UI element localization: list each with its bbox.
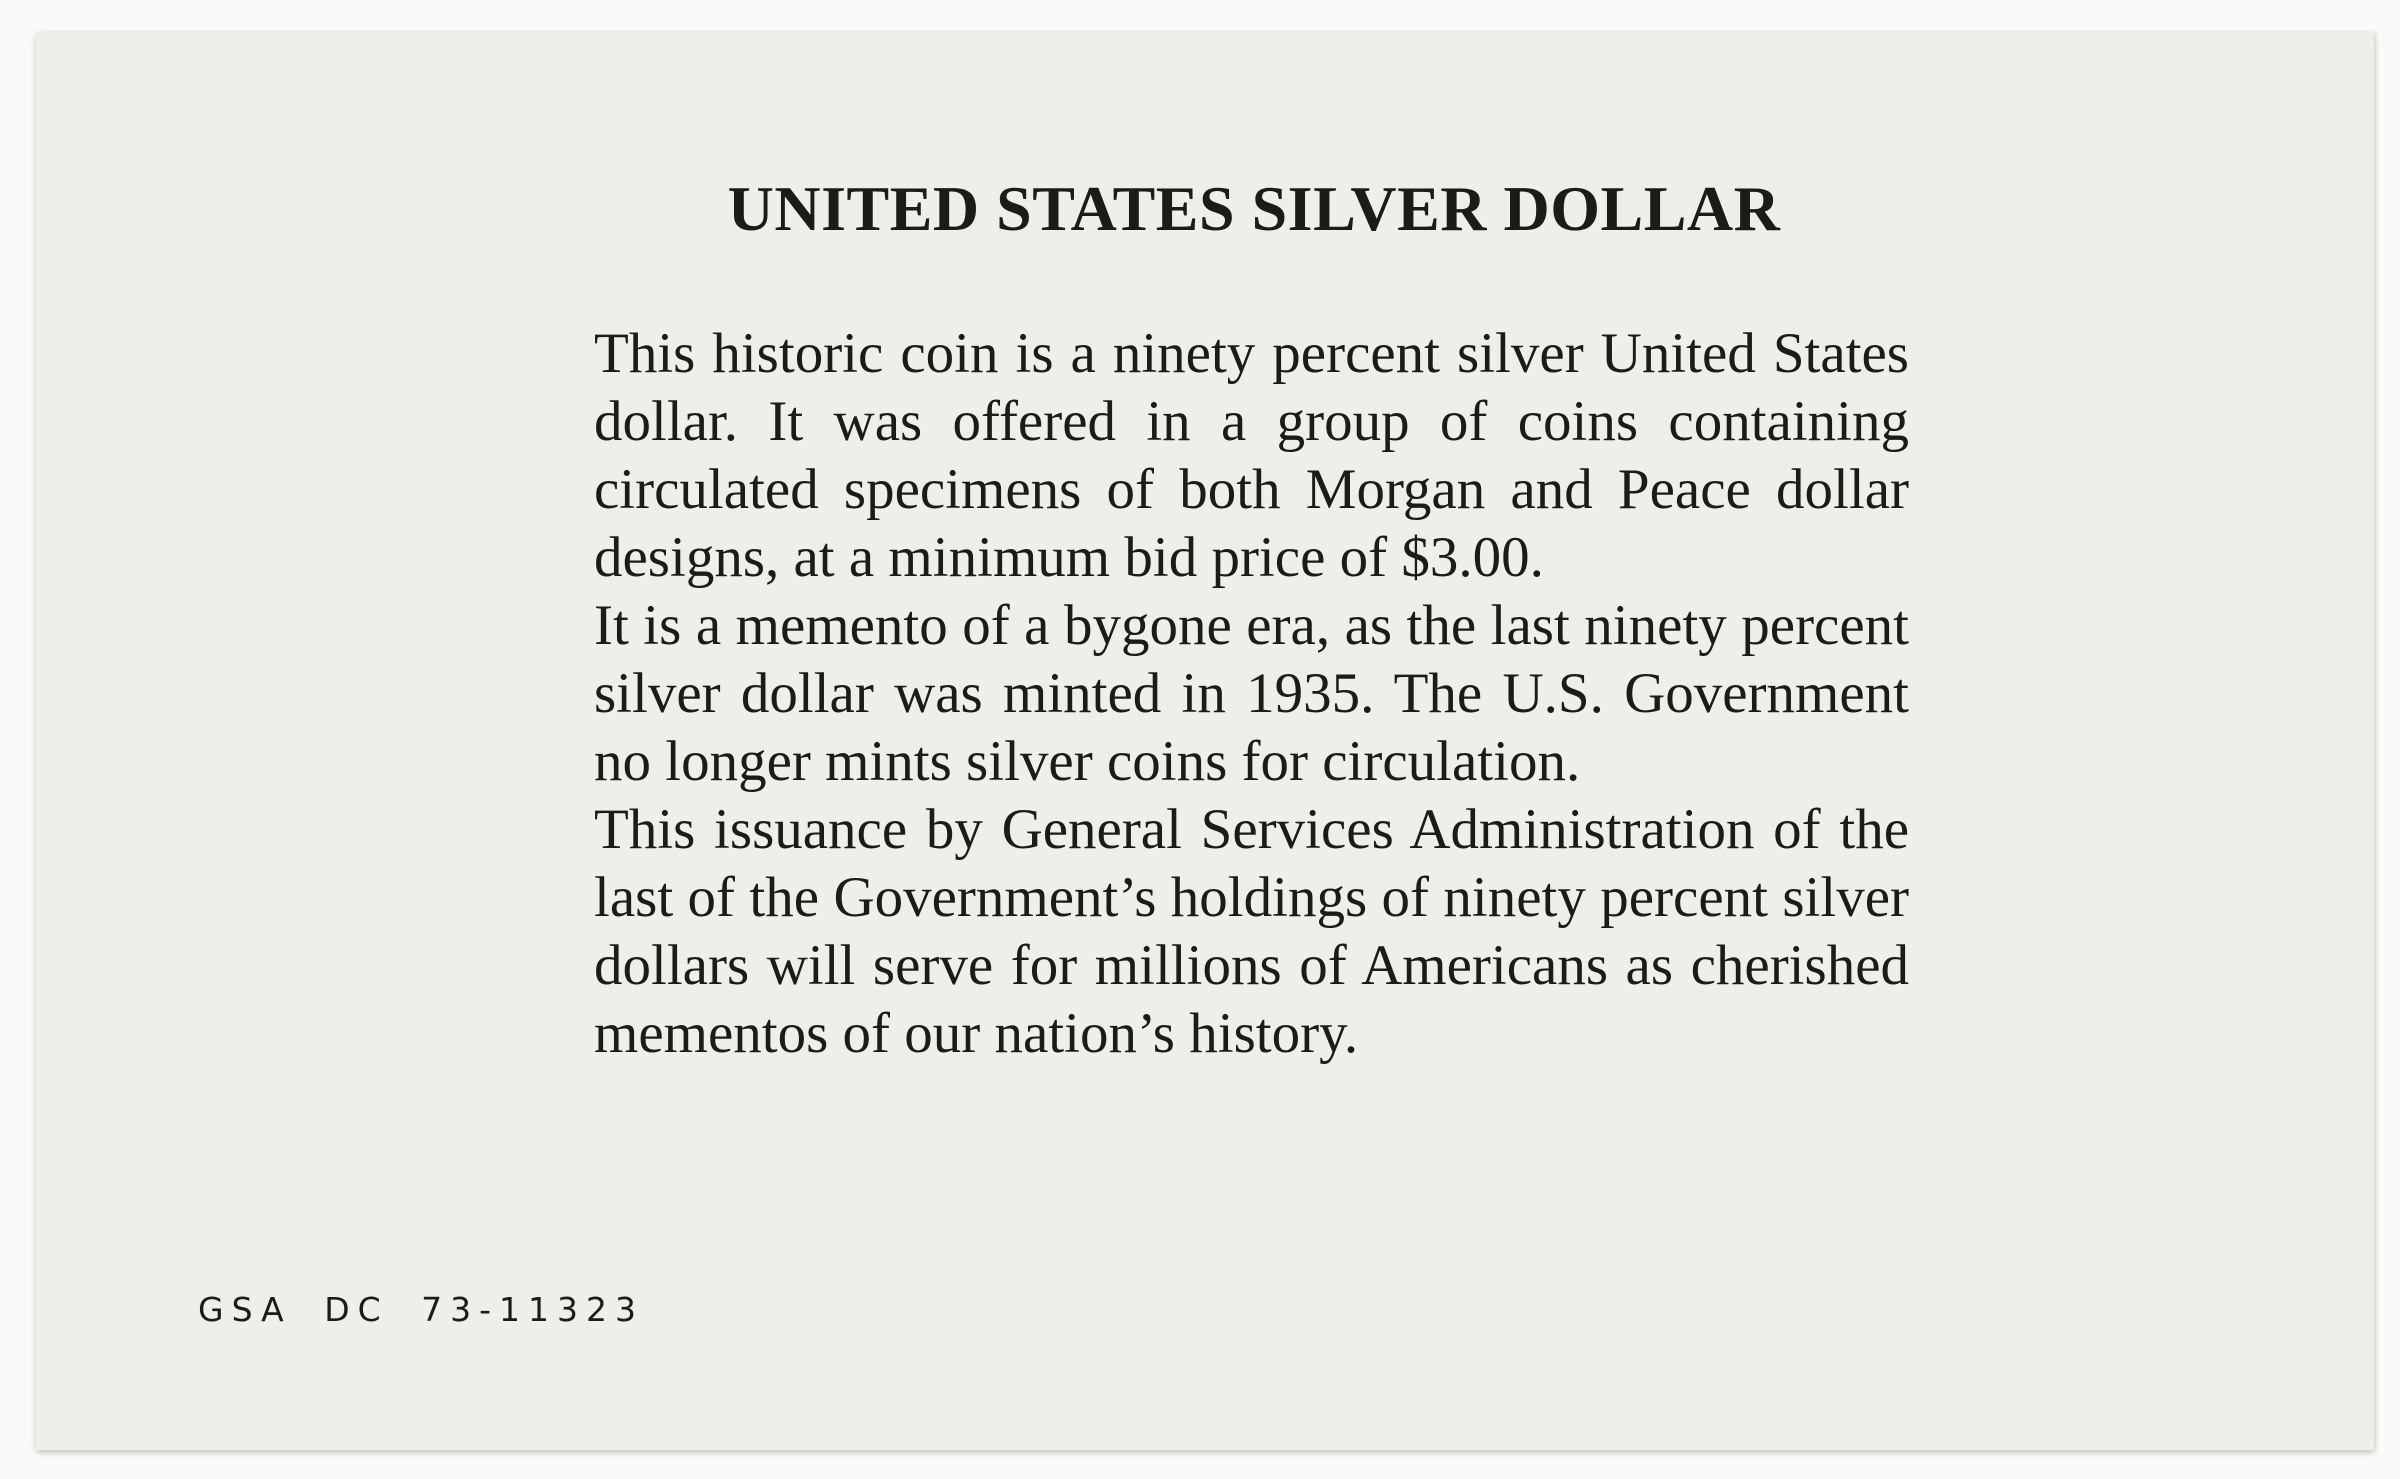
certificate-card (36, 32, 2374, 1450)
document-title: UNITED STATES SILVER DOLLAR (727, 173, 1781, 244)
document-body (594, 320, 1909, 1068)
document-code: GSA DC 73-11323 (198, 1290, 645, 1329)
paragraph-coin-description: This historic coin is a ninety percent silver United States dollar. It was offered in a group of coins containing circulated specimens of both Morgan and Peace dollar designs, at a minimum bid price of $3.00. (594, 322, 1909, 589)
paragraph-gsa-issuance: This issuance by General Services Administration of the last of the Government’s holdings of ninety percent silver dollars will serve for millions of Americans as cherished mementos of our nation’s history. (594, 798, 1909, 1065)
paragraph-memento: It is a memento of a bygone era, as the last ninety percent silver dollar was minted in 1935. The U.S. Government no longer mints silver coins for circulation. (594, 594, 1909, 793)
